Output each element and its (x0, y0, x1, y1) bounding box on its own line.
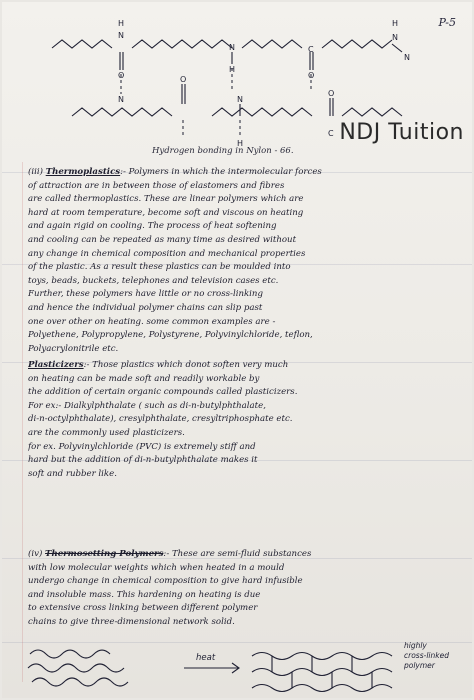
crosslinking-sketch (24, 638, 470, 696)
atom-n-6: N (404, 53, 410, 62)
thermoplastics-line: and cooling can be repeated as many time as desired without (28, 234, 297, 245)
plasticizers-line: Those plastics which donot soften very much (92, 360, 289, 370)
diagram-caption: Hydrogen bonding in Nylon - 66. (152, 146, 294, 156)
thermosetting-section: (iv) Thermosetting Polymers:- These are semi-fluid substances with low molecular weights which when heated in a mould undergo change in chemical composition to give hard infusible and insoluble mass. This hardening on heating is due to extensive cross linking between different polymer chains to give three-dimensional network solid. (28, 548, 462, 630)
atom-o-3: O (180, 75, 187, 84)
margin-line (22, 162, 23, 682)
plasticizers-line: the addition of certain organic compounds called plasticizers. (28, 387, 298, 398)
atom-n-2: N (118, 95, 124, 104)
thermoplastics-line: any change in chemical composition and mechanical properties (28, 248, 306, 259)
thermoplastics-line: and again rigid on cooling. The process of heat softening (28, 221, 277, 232)
thermoplastics-line: toys, beads, buckets, telephones and television cases etc. (28, 275, 279, 286)
crosslinked-chain-1 (252, 653, 392, 660)
thermosetting-line: These are semi-fluid substances (171, 549, 312, 559)
plasticizers-line: hard but the addition of di-n-butylphthalate makes it (28, 455, 258, 466)
atom-n-3: N (229, 43, 235, 52)
crosslinked-label: highly cross-linked polymer (404, 641, 449, 670)
heat-label: heat (196, 653, 216, 663)
lower-chain (72, 108, 172, 116)
plasticizers-line: on heating can be made soft and readily workable by (28, 373, 260, 384)
linear-chain-1 (28, 664, 124, 672)
thermoplastics-line: and hence the individual polymer chains can slip past (28, 302, 263, 313)
thermoplastics-section: (iii) Thermoplastics:- Polymers in which the intermolecular forces of attraction are in between those of elastomers and fibres are called thermoplastics. These are linear polymers which are hard at room temperature, become soft and viscous on heating and again rigid on cooling. The process of heat softening and cooling can be repeated as many time as desired without any change in chemical composition and mechanical properties of the plastic. As a result these plastics can be moulded into toys, beads, buckets, telephones and television cases etc. Further, these polymers have little or no cross-linking and hence the individual polymer chains can slip past one over other on heating. some common examples are - Polyethene, Polypropylene, Polystyrene, Polyvinylchloride, teflon, Polyacrylonitrile etc. (28, 166, 462, 356)
thermoplastics-line: are called thermoplastics. These are linear polymers which are (28, 194, 304, 205)
linear-chain-2 (32, 678, 128, 686)
plasticizers-line: soft and rubber like. (28, 468, 117, 479)
atom-h-4: H (237, 139, 244, 148)
plasticizers-line: di-n-octylphthalate), cresylphthalate, cresyltriphosphate etc. (28, 414, 293, 425)
atom-o-4: O (328, 89, 335, 98)
thermosetting-heading: Thermosetting Polymers (45, 549, 164, 559)
atom-n-5: N (237, 95, 243, 104)
thermoplastics-line: Polyethene, Polypropylene, Polystyrene, Polyvinylchloride, teflon, (28, 330, 313, 341)
thermoplastics-line: of attraction are in between those of elastomers and fibres (28, 180, 285, 191)
thermoplastics-line: one over other on heating. some common examples are - (28, 316, 276, 327)
notebook-page (2, 2, 472, 698)
upper-chain (52, 40, 112, 48)
watermark: NDJ Tuition (339, 120, 464, 145)
thermoplastics-line: Polyacrylonitrile etc. (28, 343, 119, 354)
thermoplastics-line: hard at room temperature, become soft and viscous on heating (28, 207, 304, 218)
thermoplastics-heading: Thermoplastics (45, 167, 121, 177)
thermosetting-number: (iv) (28, 549, 43, 559)
atom-h-1: H (118, 19, 125, 28)
atom-c-1: C (308, 45, 314, 54)
plasticizers-heading: Plasticizers (28, 360, 84, 370)
atom-n-4: N (392, 33, 398, 42)
thermoplastics-line: of the plastic. As a result these plastics can be moulded into (28, 262, 291, 273)
linear-chain-3 (30, 650, 110, 658)
thermosetting-line: with low molecular weights which when heated in a mould (28, 562, 285, 573)
atom-o-1: O (118, 71, 125, 80)
crosslinked-chain-2 (252, 669, 392, 676)
thermosetting-line: and insoluble mass. This hardening on heating is due (28, 589, 261, 600)
plasticizers-line: for ex. Polyvinylchloride (PVC) is extremely stiff and (28, 441, 256, 452)
thermosetting-line: undergo change in chemical composition to give hard infusible (28, 576, 303, 587)
atom-o-2: O (308, 71, 315, 80)
crosslinked-chain-3 (252, 685, 392, 692)
page-number: P-5 (438, 16, 456, 29)
atom-n-1: N (118, 31, 124, 40)
plasticizers-section: Plasticizers:- Those plastics which donot soften very much on heating can be made soft and readily workable by the addition of certain organic compounds called plasticizers. For ex:- Dialkylphthalate ( such as di-n-butylphthalate, di-n-octylphthalate), cresylphthalate, cresyltriphosphate etc. are the commonly used plasticizers. for ex. Polyvinylchloride (PVC) is extremely stiff and hard but the addition of di-n-butylphthalate makes it soft and rubber like. (28, 359, 462, 481)
thermoplastics-line: Polymers in which the intermolecular forces (128, 167, 322, 177)
atom-c-2: C (328, 129, 334, 138)
plasticizers-line: For ex:- Dialkylphthalate ( such as di-n-butylphthalate, (28, 400, 266, 411)
atom-h-3: H (392, 19, 399, 28)
plasticizers-line: are the commonly used plasticizers. (28, 427, 185, 438)
thermosetting-line: chains to give three-dimensional network solid. (28, 616, 235, 627)
thermoplastics-line: Further, these polymers have little or no cross-linking (28, 289, 263, 300)
atom-h-2: H (229, 65, 236, 74)
thermosetting-line: to extensive cross linking between different polymer (28, 603, 258, 614)
thermoplastics-number: (iii) (28, 167, 43, 177)
